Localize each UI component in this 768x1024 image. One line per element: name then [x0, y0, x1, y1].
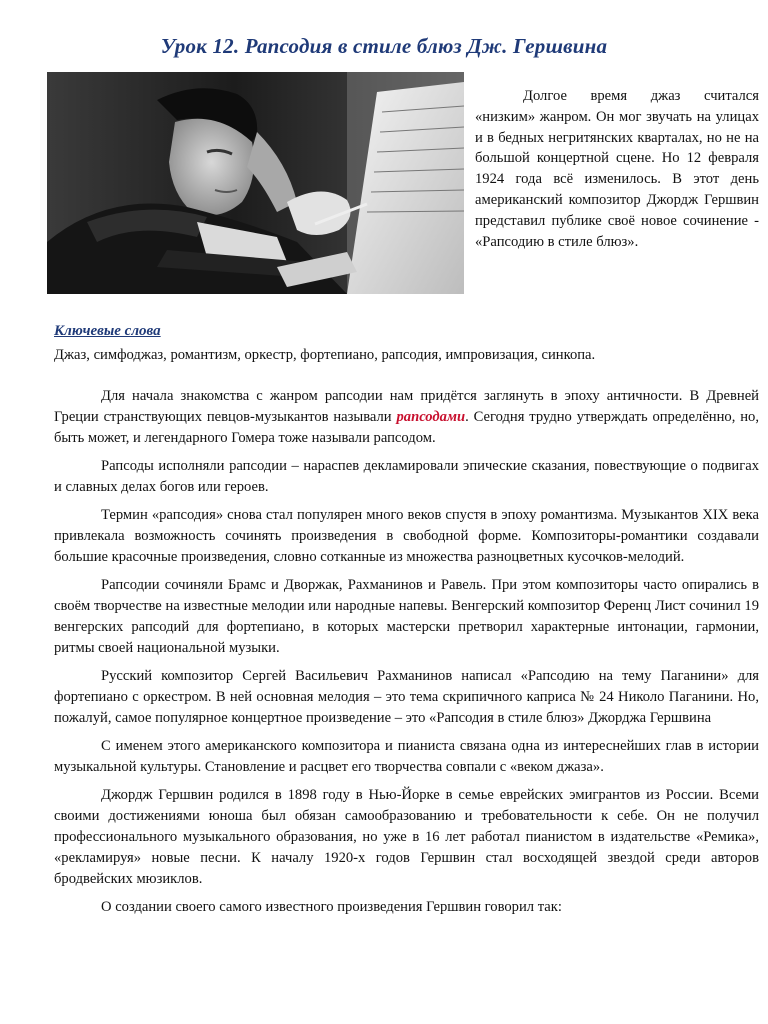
- highlighted-term: рапсодами: [396, 409, 466, 425]
- keywords-list: Джаз, симфоджаз, романтизм, оркестр, фортепиано, рапсодия, импровизация, синкопа.: [54, 347, 596, 363]
- paragraph-2: Рапсоды исполняли рапсодии – нараспев декламировали эпические сказания, повествующие о подвигах и славных делах богов или героев.: [54, 458, 759, 495]
- paragraph-5: Русский композитор Сергей Васильевич Рахманинов написал «Рапсодию на тему Паганини» для фортепиано с оркестром. В ней основная мелодия – это тема скрипичного каприса № 24 Николо Паганини. Но, пожалуй, самое популярное концертное произведение – это «Рапсодия в стиле блюз» Джорджа Гершвина: [54, 668, 759, 726]
- paragraph-8: О создании своего самого известного произведения Гершвин говорил так:: [101, 899, 562, 915]
- paragraph-7: Джордж Гершвин родился в 1898 году в Нью-Йорке в семье еврейских эмигрантов из России. Всеми своими достижениями юноша был обязан самообразованию и требовательности к себе. Он не получил профессионального музыкального образования, но уже в 16 лет работал пианистом в издательстве «Ремика», «рекламируя» новые песни. К началу 1920-х годов Гершвин стал восходящей звездой среди авторов бродвейских мюзиклов.: [54, 787, 759, 887]
- paragraph-1-text-start: Для начала знакомства с жанром рапсодии нам придётся заглянуть в эпоху античности. В Древней Греции странствующих певцов-музыкантов называли: [54, 388, 759, 425]
- main-text: [54, 386, 759, 925]
- keywords-heading: Ключевые слова: [54, 323, 161, 339]
- paragraph-3: Термин «рапсодия» снова стал популярен много веков спустя в эпоху романтизма. Музыкантов XIX века привлекала возможность сочинять произведения в свободной форме. Композиторы-романтики создавали большие красочные произведения, словно сотканные из множества разноцветных кусочков-мелодий.: [54, 507, 759, 565]
- intro-text: Долгое время джаз считался «низким» жанром. Он мог звучать на улицах и в бедных негритянских кварталах, но не на большой концертной сцене. Но 12 февраля 1924 года всё изменилось. В этот день американский композитор Джордж Гершвин представил публике своё новое сочинение - «Рапсодию в стиле блюз».: [475, 88, 759, 250]
- page-title: Урок 12. Рапсодия в стиле блюз Дж. Гершвина: [160, 34, 608, 58]
- paragraph-4: Рапсодии сочиняли Брамс и Дворжак, Рахманинов и Равель. При этом композиторы часто опирались в своём творчестве на известные мелодии или народные напевы. Венгерский композитор Ференц Лист сочинил 19 венгерских рапсодий для фортепиано, в которых мастерски претворил характерные интонации, гармонии, ритмы своей национальной музыки.: [54, 577, 759, 656]
- paragraph-1-text-end: . Сегодня трудно утверждать определённо, но, быть может, и легендарного Гомера тоже называли рапсодом.: [54, 409, 759, 446]
- gershwin-portrait-photo: [47, 72, 464, 294]
- paragraph-6: С именем этого американского композитора и пианиста связана одна из интереснейших глав в истории музыкальной культуры. Становление и расцвет его творчества совпали с «веком джаза».: [54, 738, 759, 775]
- paragraph-1: [54, 386, 759, 449]
- intro-paragraph: [475, 86, 759, 252]
